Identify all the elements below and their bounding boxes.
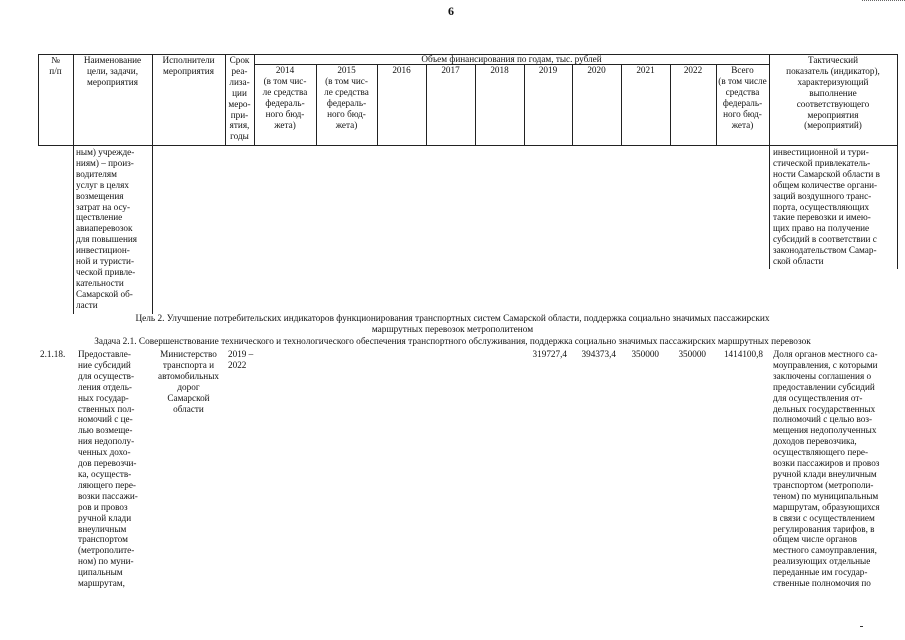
header-vline <box>475 64 476 146</box>
header-col-2020: 2020 <box>587 65 606 75</box>
header-vline <box>426 64 427 146</box>
header-col-2015: 2015 (в том чис- ле средства федераль- ного бюд- жета) <box>324 65 369 130</box>
cont-row-vline <box>897 146 898 269</box>
row-executors: Министерство транспорта и автомобильных дорог Самарской области <box>158 349 219 414</box>
header-col-2021: 2021 <box>636 65 655 75</box>
header-vline <box>524 64 525 146</box>
goal-heading-continued: маршрутных перевозок метрополитеном <box>371 325 534 335</box>
cont-row-indicator: инвестиционной и тури- стической привлекатель- ности Самарской области в общем количестве органи- заций воздушного транс- порта, осуществляющих такие перевозки и имею- щих право на получение субсидий в соответствии с законодательством Самар- ской области <box>773 147 880 267</box>
header-col-2016: 2016 <box>392 65 411 75</box>
row-term: 2019 – 2022 <box>228 349 254 370</box>
header-col-2014: 2014 (в том чис- ле средства федераль- ного бюд- жета) <box>262 65 308 130</box>
row-indicator: Доля органов местного са- моуправления, с которыми заключены соглашения о предоставлении субсидий для осуществления от- дельных государственных полномочий с целью воз- мещения недополученных доходов перевозчика, осуществляющего пере- возки пассажиров и провоз ручной клади внеуличным транспортом (метрополи- теном) по муниципальным маршрутам, образующихся в связи с осуществлением регулирования тарифов, в общем числе органов местного самоуправления, реализующих отдельные переданные им государ- ственные полномочия по <box>773 349 880 589</box>
header-col-indicator: Тактический показатель (индикатор), характеризующий выполнение соответствующего мероприятия (мероприятий) <box>786 55 880 131</box>
goal-heading: Цель 2. Улучшение потребительских индикаторов функционирования транспортных систем Самарской области, поддержка социально значимых пассажирских <box>135 314 770 324</box>
header-vline <box>377 64 378 146</box>
cont-row-vline <box>73 146 74 314</box>
row-value-2020: 394373,4 <box>581 349 616 359</box>
header-col-2019: 2019 <box>538 65 558 75</box>
header-col-name: Наименование цели, задачи, мероприятия <box>83 55 142 87</box>
cont-row-name: ным) учрежде- ниям) – произ- водителям услуг в целях возмещения затрат на осу- ществление авиаперевозок для повышения инвестицион- ной и туристи- ческой привле- кательности Самарской об- ласти <box>76 147 138 310</box>
page-number: 6 <box>448 4 454 18</box>
header-col-total: Всего (в том числе средства федераль- ного бюд- жета) <box>718 65 767 130</box>
header-vline <box>897 54 898 146</box>
page-edge-mark <box>860 626 863 627</box>
header-col-2022: 2022 <box>683 65 703 75</box>
header-financing-title: Объем финансирования по годам, тыс. рублей <box>421 54 602 64</box>
row-value-total: 1414100,8 <box>723 349 763 359</box>
header-col-2017: 2017 <box>441 65 460 75</box>
header-col-term: Срок реа- лиза- ции меро- при- ятия, годы <box>228 55 251 142</box>
cont-row-vline <box>152 146 153 314</box>
row-number: 2.1.18. <box>40 349 66 359</box>
header-vline <box>572 64 573 146</box>
header-col-2018: 2018 <box>490 65 509 75</box>
row-name: Предоставле- ние субсидий для осуществ- ления отдель- ных государ- ственных пол- номочий с це- лью возмеще- ния недополу- ченных дохо- дов перевозчи- ка, осуществ- ляющего пере- возки пассажи- ров и провоз ручной клади внеуличным транспортом (метрополите- ном) по муни- ципальным маршрутам, <box>78 349 138 589</box>
header-col-number: № п/п <box>49 55 62 76</box>
header-vline <box>621 64 622 146</box>
row-value-2019: 319727,4 <box>532 349 567 359</box>
header-vline <box>670 64 671 146</box>
page-corner-mark <box>862 0 905 4</box>
row-value-2021: 350000 <box>631 349 659 359</box>
cont-row-vline <box>769 146 770 269</box>
task-heading: Задача 2.1. Совершенствование технического и технологического обеспечения транспортного обслуживания, поддержка социально значимых пассажирских маршрутных перевозок <box>94 337 811 347</box>
row-value-2022: 350000 <box>678 349 706 359</box>
header-col-executors: Исполнители мероприятия <box>162 55 215 76</box>
